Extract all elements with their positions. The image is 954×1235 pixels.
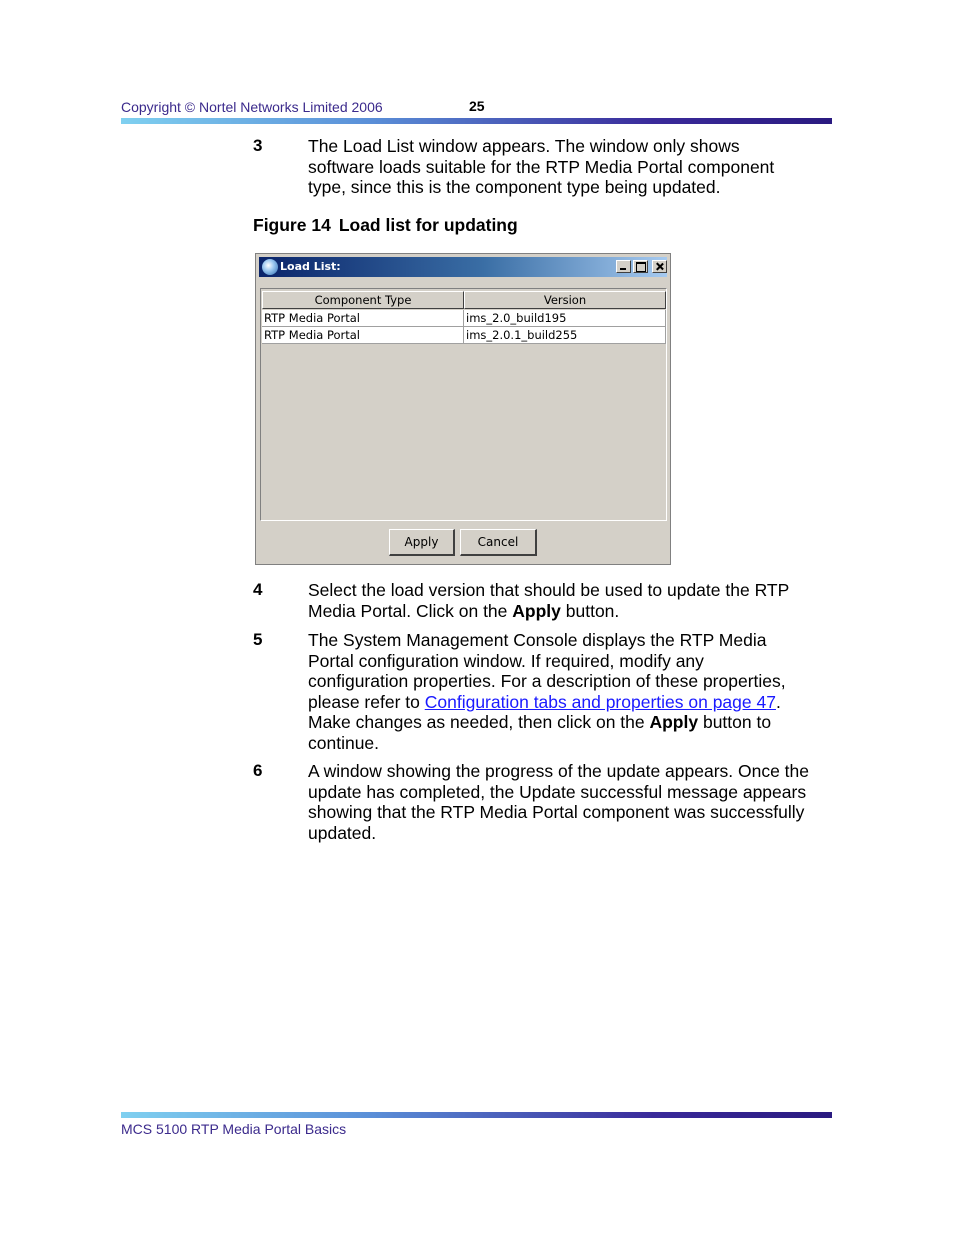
step-6-line: update has completed, the Update successful message appears xyxy=(308,781,807,802)
table-cell-component-type: RTP Media Portal xyxy=(262,327,464,344)
maximize-icon[interactable] xyxy=(633,260,648,273)
text-run: Make changes as needed, then click on the xyxy=(308,712,650,732)
table-row[interactable] xyxy=(262,327,666,344)
step-number-5: 5 xyxy=(253,630,263,649)
header-rule xyxy=(121,118,832,124)
step-5-line: Portal configuration window. If required, modify any xyxy=(308,650,704,671)
footer-doc-title: MCS 5100 RTP Media Portal Basics xyxy=(121,1121,347,1137)
step-4-text xyxy=(308,580,833,621)
load-table xyxy=(260,288,667,521)
column-header-component-type[interactable]: Component Type xyxy=(262,291,464,309)
figure-title: Load list for updating xyxy=(338,215,518,235)
window-title: Load List: xyxy=(280,260,341,273)
configuration-tabs-link[interactable]: Configuration tabs and properties on page 47 xyxy=(424,691,776,712)
apply-button[interactable]: Apply xyxy=(389,529,455,556)
window-titlebar[interactable] xyxy=(259,257,667,277)
step-3-line: software loads suitable for the RTP Media Portal component xyxy=(308,156,775,177)
step-6-line: A window showing the progress of the update appears. Once the xyxy=(308,761,810,781)
text-run: button to xyxy=(698,712,772,732)
table-cell-component-type: RTP Media Portal xyxy=(262,310,464,327)
load-list-window xyxy=(255,253,671,565)
step-6-text xyxy=(308,761,833,843)
step-5-line xyxy=(308,692,833,713)
step-3-line: The Load List window appears. The window only shows xyxy=(308,136,740,156)
step-3-line: type, since this is the component type being updated. xyxy=(308,177,721,197)
cancel-button[interactable]: Cancel xyxy=(460,529,537,556)
step-6-line: showing that the RTP Media Portal component was successfully xyxy=(308,802,805,822)
table-cell-version: ims_2.0_build195 xyxy=(464,310,666,327)
text-run: button. xyxy=(560,600,620,621)
step-number-4: 4 xyxy=(253,580,263,599)
app-icon xyxy=(262,259,278,275)
step-6-line: updated. xyxy=(308,822,377,843)
footer-rule xyxy=(121,1112,832,1118)
apply-emphasis: Apply xyxy=(512,600,561,621)
table-row[interactable] xyxy=(262,310,666,327)
step-4-line: Select the load version that should be used to update the RTP xyxy=(308,580,790,600)
apply-emphasis: Apply xyxy=(649,712,699,732)
text-run: Media Portal. Click on the xyxy=(308,600,513,621)
figure-label: Figure 14 xyxy=(253,215,331,235)
figure-caption xyxy=(253,215,518,236)
step-5-line: The System Management Console displays the RTP Media xyxy=(308,630,767,650)
step-5-text xyxy=(308,630,833,753)
step-3-text xyxy=(308,136,833,198)
step-5-line xyxy=(308,712,833,733)
table-cell-version: ims_2.0.1_build255 xyxy=(464,327,666,344)
column-header-version[interactable]: Version xyxy=(464,291,666,309)
step-number-6: 6 xyxy=(253,761,263,780)
text-run: . xyxy=(775,691,781,712)
minimize-icon[interactable] xyxy=(616,260,631,273)
close-icon[interactable] xyxy=(652,260,667,273)
page-number: 25 xyxy=(469,98,485,114)
step-5-line: continue. xyxy=(308,732,380,753)
text-run: please refer to xyxy=(308,691,425,712)
step-4-line xyxy=(308,601,833,622)
step-number-3: 3 xyxy=(253,136,263,155)
header-copyright: Copyright © Nortel Networks Limited 2006 xyxy=(121,99,383,115)
step-5-line: configuration properties. For a description of these properties, xyxy=(308,671,786,691)
